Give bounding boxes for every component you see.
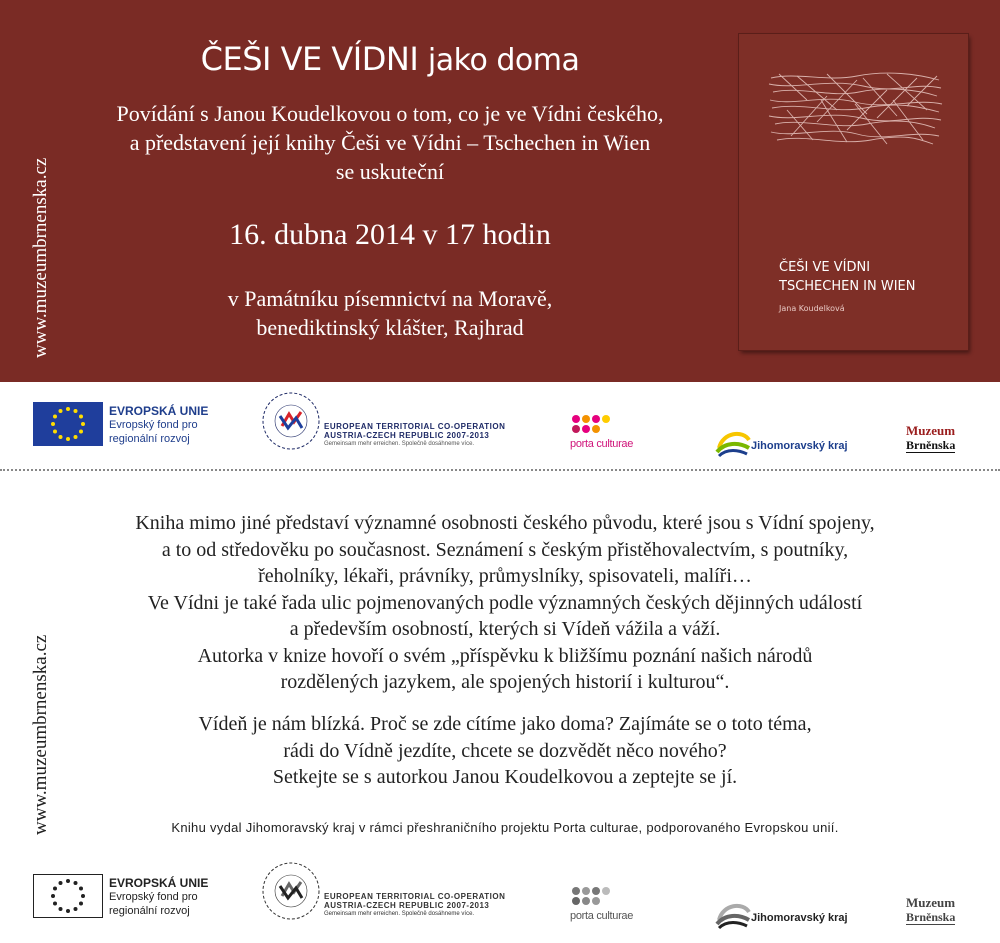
jmk-swoosh-icon bbox=[715, 426, 751, 458]
text-line: Vídeň je nám blízká. Proč se zde cítíme jako doma? Zajímáte se o toto téma, bbox=[198, 713, 812, 735]
jmk-name: Jihomoravský kraj bbox=[751, 440, 848, 452]
event-date: 16. dubna 2014 v 17 hodin bbox=[229, 218, 551, 251]
muzeum-logo-line: Brněnska bbox=[906, 910, 956, 924]
event-title bbox=[100, 40, 680, 78]
invitation-paragraph bbox=[60, 711, 950, 791]
jmk-swoosh-icon bbox=[715, 898, 751, 930]
muzeum-logo-line: Muzeum bbox=[906, 423, 956, 438]
event-subtitle bbox=[80, 99, 700, 186]
scribble-pattern-icon bbox=[767, 70, 943, 150]
etc-logo-line: AUSTRIA-CZECH REPUBLIC 2007-2013 bbox=[324, 901, 490, 910]
eu-logo-line: Evropský fond pro bbox=[109, 419, 198, 431]
text-line: Kniha mimo jiné představí významné osobnosti českého původu, které jsou s Vídní spojeny, bbox=[135, 512, 875, 534]
etc-logo-line: EUROPEAN TERRITORIAL CO-OPERATION bbox=[324, 892, 506, 901]
event-title-main: ČEŠI VE VÍDNI bbox=[200, 40, 419, 78]
eu-logo-line: Evropský fond pro bbox=[109, 891, 198, 903]
cut-line-divider bbox=[0, 469, 1000, 471]
porta-dots-icon bbox=[570, 886, 620, 908]
text-line: Ve Vídni je také řada ulic pojmenovaných podle významných českých dějinných událostí bbox=[147, 591, 863, 614]
body-side-url: www.muzeumbrnenska.cz bbox=[30, 634, 51, 835]
venue-line: benediktinský klášter, Rajhrad bbox=[256, 315, 524, 340]
eu-logo-text bbox=[109, 404, 208, 446]
etc-logo-text bbox=[324, 892, 505, 919]
jmk-name: Jihomoravský kraj bbox=[751, 912, 848, 924]
text-line: Autorka v knize hovoří o svém „příspěvku k bližšímu poznání našich národů bbox=[197, 644, 813, 667]
logo-strip-top bbox=[0, 396, 1000, 456]
eu-flag-icon bbox=[33, 402, 103, 446]
logo-strip-bottom bbox=[0, 868, 1000, 928]
eu-flag-icon bbox=[33, 874, 103, 918]
text-line: a to od středověku po současnost. Seznámení s českým přistěhovalectvím, s poutníky, bbox=[161, 538, 849, 561]
subtitle-line: Povídání s Janou Koudelkovou o tom, co je ve Vídni českého, bbox=[116, 101, 664, 126]
invitation-banner bbox=[0, 0, 1000, 382]
porta-culturae-name: porta culturae bbox=[570, 910, 634, 922]
porta-dots-icon bbox=[570, 414, 620, 436]
etc-logo-line: Gemeinsam mehr erreichen. Společně dosáhneme více. bbox=[324, 441, 475, 447]
text-line: Setkejte se s autorkou Janou Koudelkovou a zeptejte se jí. bbox=[272, 766, 738, 788]
book-title-german: TSCHECHEN IN WIEN bbox=[779, 279, 916, 294]
eu-logo-line: EVROPSKÁ UNIE bbox=[109, 876, 209, 890]
etc-logo-text bbox=[324, 422, 505, 449]
cooperation-seal-icon bbox=[258, 860, 324, 922]
text-line: rádi do Vídně jezdíte, chcete se dozvědět něco nového? bbox=[283, 739, 727, 762]
etc-logo-gray bbox=[258, 860, 506, 927]
porta-culturae-logo bbox=[570, 414, 634, 450]
subtitle-line: se uskuteční bbox=[335, 159, 445, 184]
banner-side-url: www.muzeumbrnenska.cz bbox=[30, 157, 51, 358]
porta-culturae-name: porta culturae bbox=[570, 438, 634, 450]
etc-logo-line: EUROPEAN TERRITORIAL CO-OPERATION bbox=[324, 422, 506, 431]
cooperation-seal-icon bbox=[258, 390, 324, 452]
publisher-credit: Knihu vydal Jihomoravský kraj v rámci přeshraničního projektu Porta culturae, podporovaného Evropskou unií. bbox=[171, 820, 839, 835]
eu-logo-line: EVROPSKÁ UNIE bbox=[109, 404, 209, 418]
muzeum-brnenska-logo-gray bbox=[906, 896, 955, 925]
eu-logo-line: regionální rozvoj bbox=[109, 433, 190, 445]
porta-culturae-logo-gray bbox=[570, 886, 634, 922]
venue-line: v Památníku písemnictví na Moravě, bbox=[227, 286, 553, 311]
jmk-logo-gray bbox=[715, 898, 848, 935]
event-title-tail: jako doma bbox=[427, 43, 580, 78]
event-venue bbox=[100, 284, 680, 342]
etc-logo-line: AUSTRIA-CZECH REPUBLIC 2007-2013 bbox=[324, 431, 490, 440]
jmk-logo bbox=[715, 426, 848, 463]
book-title-czech: ČEŠI VE VÍDNI bbox=[779, 260, 871, 275]
muzeum-brnenska-logo bbox=[906, 424, 955, 453]
book-author: Jana Koudelková bbox=[779, 304, 845, 313]
etc-logo bbox=[258, 390, 506, 457]
muzeum-logo-line: Muzeum bbox=[906, 895, 956, 910]
subtitle-line: a představení její knihy Češi ve Vídni – Tschechen in Wien bbox=[129, 130, 651, 155]
text-line: rozdělených jazykem, ale spojených historií i kulturou“. bbox=[280, 671, 730, 693]
eu-logo-line: regionální rozvoj bbox=[109, 905, 190, 917]
etc-logo-line: Gemeinsam mehr erreichen. Společně dosáhneme více. bbox=[324, 911, 475, 917]
eu-logo-text bbox=[109, 876, 208, 918]
book-cover bbox=[739, 34, 968, 350]
muzeum-logo-line: Brněnska bbox=[906, 438, 956, 452]
text-line: řeholníky, lékaři, právníky, průmyslníky, spisovateli, malíři… bbox=[258, 565, 752, 587]
description-paragraph bbox=[60, 510, 950, 696]
text-line: a především osobností, kterých si Vídeň vážila a váží. bbox=[289, 618, 721, 640]
